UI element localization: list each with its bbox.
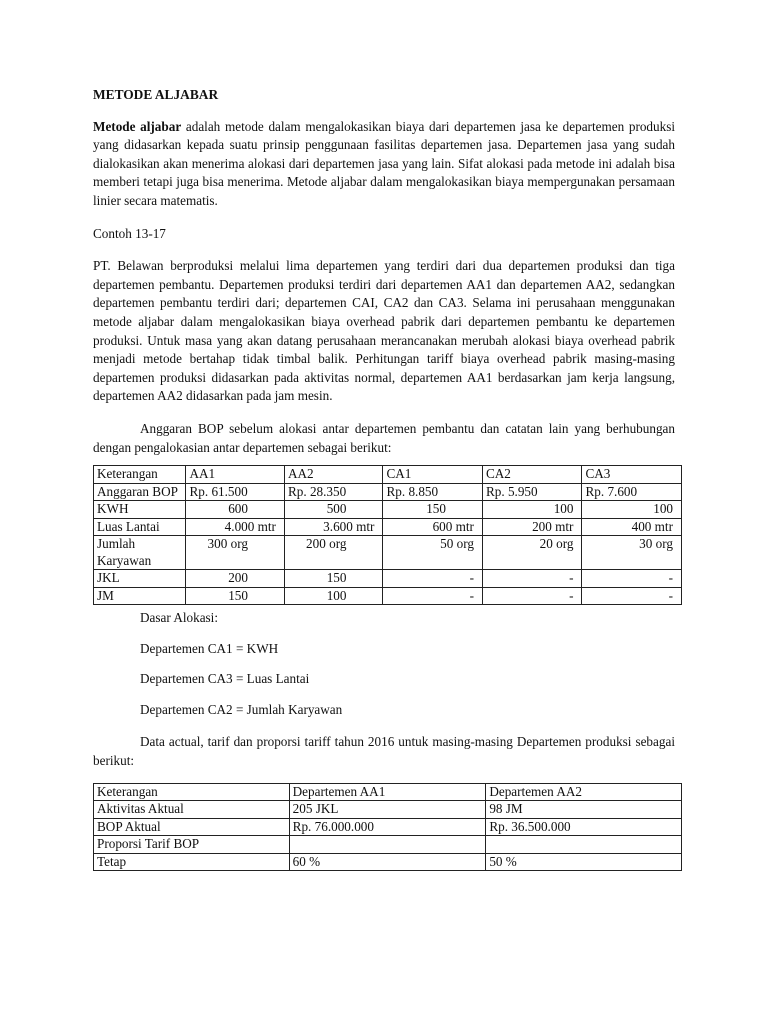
table-cell: Rp. 7.600 xyxy=(582,483,682,501)
intro-text: adalah metode dalam mengalokasikan biaya dari departemen jasa ke departemen produksi yang didasarkan kepada suatu prinsip penggunaan fasilitas departemen jasa. Departemen jasa yang sudah dialokasikan akan menerima alokasi dari departemen jasa yang lain. Sifat alokasi pada metode ini adalah bisa memberi tetapi juga bisa menerima. Metode aljabar dalam mengalokasikan biaya mempergunakan persamaan linier secara matematis. xyxy=(93,118,676,208)
table-cell: 600 xyxy=(186,501,285,519)
table-row xyxy=(94,518,682,536)
table-row xyxy=(94,501,682,519)
table-cell: Rp. 5.950 xyxy=(482,483,582,501)
table-cell: Jumlah Karyawan xyxy=(94,536,186,570)
table-header-cell: CA3 xyxy=(582,466,682,484)
table-row xyxy=(94,587,682,605)
table-cell: 100 xyxy=(582,501,682,519)
table-cell: 30 org xyxy=(582,536,682,570)
table-row xyxy=(94,483,682,501)
table-cell xyxy=(486,836,682,854)
section-heading: METODE ALJABAR xyxy=(93,87,219,102)
table-cell: 150 xyxy=(383,501,483,519)
basis-item: Departemen CA2 = Jumlah Karyawan xyxy=(140,701,343,717)
table-cell: 100 xyxy=(482,501,582,519)
table-cell: 3.600 mtr xyxy=(284,518,383,536)
table-row xyxy=(94,836,682,854)
table-cell: Rp. 36.500.000 xyxy=(486,818,682,836)
table-cell xyxy=(289,836,486,854)
table-cell: - xyxy=(383,587,483,605)
table-cell: JKL xyxy=(94,570,186,588)
table-cell: 4.000 mtr xyxy=(186,518,285,536)
table-cell: 20 org xyxy=(482,536,582,570)
actual-intro-paragraph: Data actual, tarif dan proporsi tariff tahun 2016 untuk masing-masing Departemen produksi sebagai berikut: xyxy=(93,734,675,769)
table-header-cell: CA2 xyxy=(482,466,582,484)
table-cell: 98 JM xyxy=(486,801,682,819)
basis-label: Dasar Alokasi: xyxy=(140,610,219,626)
table-cell: 600 mtr xyxy=(383,518,483,536)
table-header-cell: Keterangan xyxy=(94,466,186,484)
table-cell: - xyxy=(482,587,582,605)
table-cell: 150 xyxy=(186,587,285,605)
table-cell: 200 mtr xyxy=(482,518,582,536)
table-cell: - xyxy=(482,570,582,588)
table-cell: 60 % xyxy=(289,853,486,871)
table-cell: 300 org xyxy=(186,536,285,570)
table-cell: - xyxy=(383,570,483,588)
table-cell: - xyxy=(582,570,682,588)
basis-item: Departemen CA1 = KWH xyxy=(140,640,279,656)
table-cell: Rp. 28.350 xyxy=(284,483,383,501)
table-cell: 200 xyxy=(186,570,285,588)
table-cell: 205 JKL xyxy=(289,801,486,819)
table-row xyxy=(94,570,682,588)
case-paragraph: PT. Belawan berproduksi melalui lima departemen yang terdiri dari dua departemen produksi dan tiga departemen pembantu. Departemen produksi terdiri dari departemen AA1 dan departemen AA2, sedangkan departemen pembantu terdiri dari; departemen CAI, CA2 dan CA3. Selama ini perusahaan menggunakan metode aljabar dalam mengalokasikan biaya overhead pabrik dari departemen pembantu ke departemen produksi. Untuk masa yang akan datang perusahaan merancanakan merubah alokasi biaya overhead pabrik menjadi metode bertahap tidak timbal balik. Perhitungan tariff biaya overhead pabrik masing-masing departemen produksi didasarkan pada aktivitas normal, departemen AA1 berdasarkan jam kerja langsung, departemen AA2 didasarkan pada jam mesin. xyxy=(93,258,675,404)
table-row xyxy=(94,536,682,570)
table-cell: 150 xyxy=(284,570,383,588)
table-cell: - xyxy=(582,587,682,605)
table-header-cell: AA1 xyxy=(186,466,285,484)
table-cell: 500 xyxy=(284,501,383,519)
document-body xyxy=(93,86,675,871)
table-header-cell: CA1 xyxy=(383,466,483,484)
table-row xyxy=(94,801,682,819)
table-cell: Rp. 76.000.000 xyxy=(289,818,486,836)
table-header-row xyxy=(94,466,682,484)
table-header-cell: Departemen AA1 xyxy=(289,783,486,801)
budget-table xyxy=(93,465,682,605)
table-header-cell: Keterangan xyxy=(94,783,290,801)
table-cell: Tetap xyxy=(94,853,290,871)
table-cell: Rp. 8.850 xyxy=(383,483,483,501)
budget-intro-paragraph: Anggaran BOP sebelum alokasi antar departemen pembantu dan catatan lain yang berhubungan dengan pengalokasian antar departemen sebagai berikut: xyxy=(93,420,675,455)
table-header-row xyxy=(94,783,682,801)
table-cell: Anggaran BOP xyxy=(94,483,186,501)
table-cell: Aktivitas Aktual xyxy=(94,801,290,819)
table-row xyxy=(94,818,682,836)
table-cell: Luas Lantai xyxy=(94,518,186,536)
table-cell: 50 org xyxy=(383,536,483,570)
table-cell: BOP Aktual xyxy=(94,818,290,836)
basis-item: Departemen CA3 = Luas Lantai xyxy=(140,671,310,687)
table-cell: 100 xyxy=(284,587,383,605)
table-cell: 50 % xyxy=(486,853,682,871)
table-row xyxy=(94,853,682,871)
table-cell: JM xyxy=(94,587,186,605)
table-header-cell: Departemen AA2 xyxy=(486,783,682,801)
table-cell: 200 org xyxy=(284,536,383,570)
table-cell: Rp. 61.500 xyxy=(186,483,285,501)
example-label: Contoh 13-17 xyxy=(93,225,166,241)
intro-paragraph xyxy=(93,118,675,211)
table-cell: KWH xyxy=(94,501,186,519)
actual-data-table xyxy=(93,783,682,872)
table-header-cell: AA2 xyxy=(284,466,383,484)
intro-bold-lead: Metode aljabar xyxy=(93,118,182,134)
table-cell: 400 mtr xyxy=(582,518,682,536)
table-cell: Proporsi Tarif BOP xyxy=(94,836,290,854)
